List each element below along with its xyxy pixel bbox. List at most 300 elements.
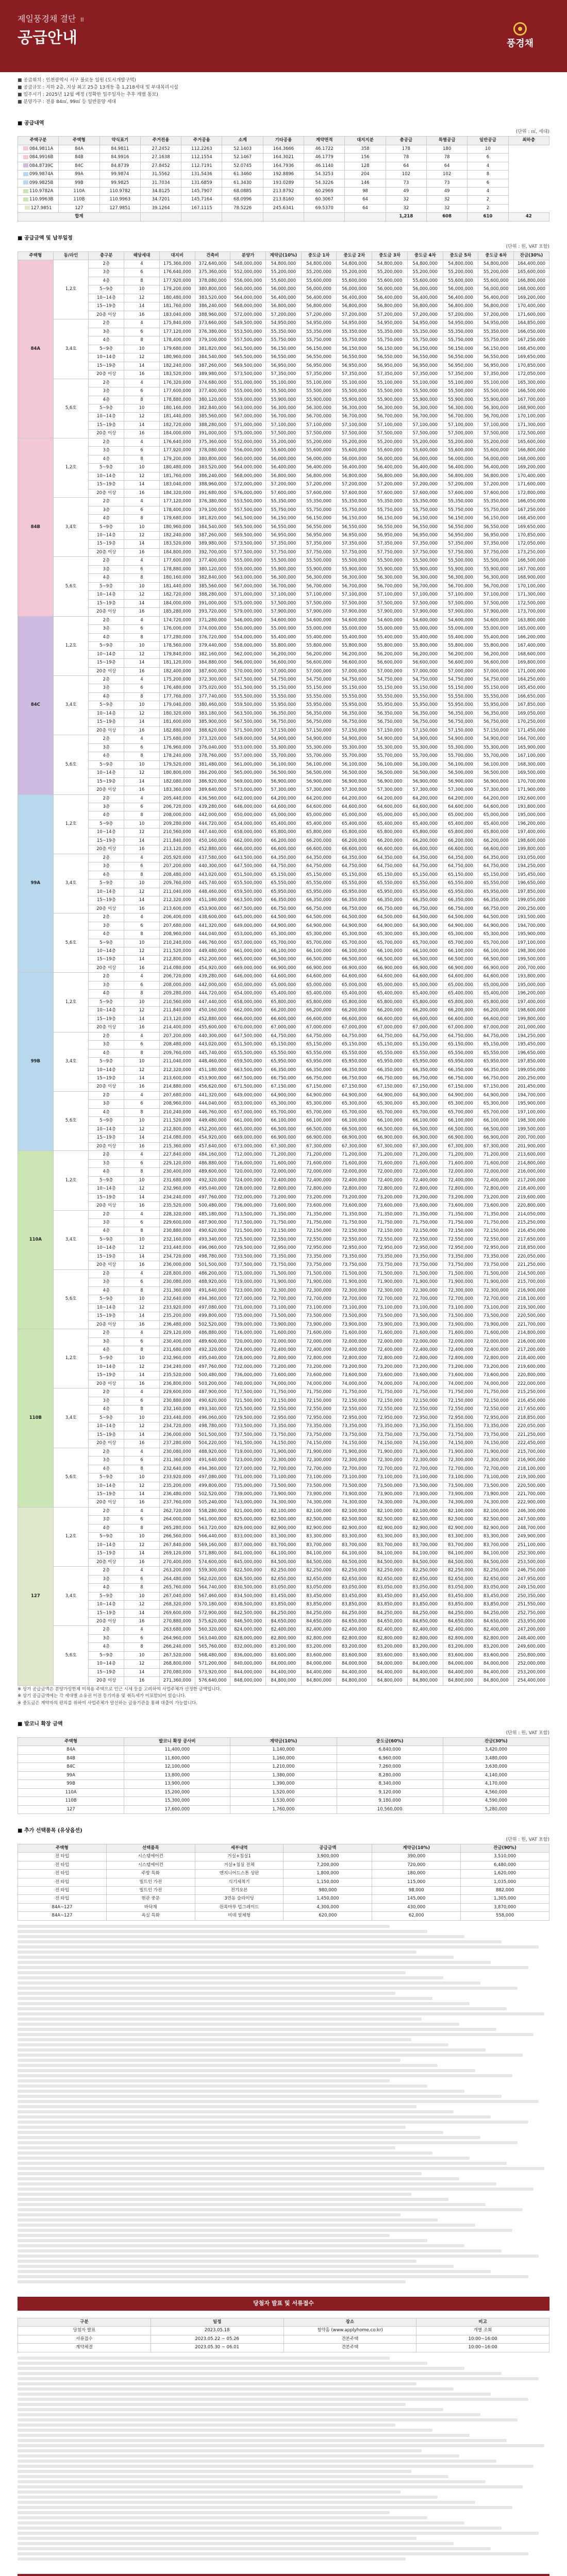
table-cell: 264,000,000 — [159, 1516, 195, 1524]
table-row — [18, 879, 549, 888]
table-cell: 55,200,000 — [478, 438, 514, 446]
table-cell: 55,700,000 — [301, 752, 337, 760]
table-cell: 73,750,000 — [372, 1431, 408, 1439]
table-cell: 65,950,000 — [266, 1058, 302, 1066]
table-row — [18, 421, 549, 429]
table-cell: 7,260,000 — [337, 1763, 443, 1771]
table-cell: 73,600,000 — [443, 1371, 478, 1380]
table-cell: 56,750,000 — [478, 718, 514, 726]
table-cell: 3연동 슬라이딩 — [195, 1895, 284, 1903]
table-cell: 66,900,000 — [372, 1134, 408, 1142]
table-cell: 4층 — [89, 515, 124, 523]
column-header: 층구분 — [89, 251, 124, 260]
table-cell: 1,380,000 — [230, 1771, 337, 1780]
table-cell: 445,740,000 — [195, 879, 230, 888]
table-cell: 83,450,000 — [372, 1592, 408, 1600]
table-cell: 252,300,000 — [514, 1550, 549, 1558]
table-cell: 665,000,000 — [230, 956, 266, 964]
table-cell: 57,500,000 — [443, 599, 478, 607]
table-cell: 82,900,000 — [407, 1524, 443, 1532]
table-cell: 55,800,000 — [337, 642, 372, 650]
table-cell: 180 — [426, 145, 467, 153]
table-row — [18, 1252, 549, 1261]
table-cell: 6 — [124, 1337, 160, 1346]
table-cell: 55,150,000 — [372, 684, 408, 692]
table-cell: 567,460,000 — [195, 1592, 230, 1600]
table-cell: 65,950,000 — [301, 888, 337, 896]
table-cell: 236,480,000 — [159, 1320, 195, 1329]
table-row — [18, 1912, 549, 1920]
table-cell: 57,200,000 — [478, 481, 514, 489]
table-cell: 71,350,000 — [443, 1210, 478, 1218]
table-cell: 83,300,000 — [266, 1533, 302, 1541]
table-row — [18, 1346, 549, 1354]
table-row — [18, 1049, 549, 1057]
table-cell: 84,800,000 — [266, 1677, 302, 1685]
table-cell: 55,350,000 — [337, 498, 372, 506]
table-cell: 57,100,000 — [301, 591, 337, 599]
table-cell: 72,150,000 — [407, 1227, 443, 1235]
text-line-placeholder — [18, 1971, 406, 1974]
table-cell: 3,420,000 — [443, 1746, 549, 1754]
table-cell: 5~9층 — [89, 939, 124, 947]
table-cell: 725,500,000 — [230, 1405, 266, 1414]
table-row — [18, 1499, 549, 1507]
table-cell: 3층 — [89, 1397, 124, 1405]
table-cell: 2층 — [89, 794, 124, 803]
table-cell: 497,080,000 — [195, 1303, 230, 1312]
table-cell: 10,560,000 — [337, 1805, 443, 1814]
schedule-table — [18, 2318, 549, 2352]
text-line-placeholder — [18, 2506, 512, 2509]
table-cell: 661,000,000 — [230, 947, 266, 955]
table-cell: 66,100,000 — [407, 947, 443, 955]
table-cell: 732,000,000 — [230, 1363, 266, 1371]
table-cell: 382,160,000 — [195, 650, 230, 658]
text-line-placeholder — [18, 2434, 470, 2437]
column-header: 주거공용 — [181, 137, 222, 145]
table-cell: 175,360,000 — [159, 260, 195, 268]
table-cell: 171,300,000 — [514, 421, 549, 429]
table-cell: 6 — [124, 328, 160, 336]
table-row — [18, 990, 549, 998]
table-cell: 252,750,000 — [514, 1609, 549, 1617]
table-cell: 56,300,000 — [407, 574, 443, 582]
table-cell: 5~9층 — [89, 1473, 124, 1482]
table-cell: 659,500,000 — [230, 888, 266, 896]
table-cell: 83,850,000 — [478, 1601, 514, 1609]
table-cell: 56,100,000 — [443, 760, 478, 769]
table-row — [18, 523, 549, 531]
table-cell: 571,000,000 — [230, 591, 266, 599]
table-cell: 3,4호 — [53, 1032, 89, 1091]
table-cell: 67,300,000 — [301, 1142, 337, 1150]
table-cell: 66,100,000 — [443, 1117, 478, 1125]
table-cell: 492,320,000 — [195, 1176, 230, 1184]
table-cell: 66,900,000 — [407, 964, 443, 972]
table-cell: 836,000,000 — [230, 1651, 266, 1659]
table-cell: 215,250,000 — [514, 1388, 549, 1397]
table-cell: 12 — [124, 1125, 160, 1133]
table-cell: 84,800,000 — [337, 1677, 372, 1685]
table-cell: 83,050,000 — [478, 1584, 514, 1592]
table-cell: 209,760,000 — [159, 1049, 195, 1057]
table-cell: 560,000,000 — [230, 285, 266, 294]
table-cell: 56,700,000 — [443, 413, 478, 421]
table-row — [18, 1668, 549, 1676]
table-cell: 82,900,000 — [301, 1524, 337, 1532]
text-line-placeholder — [18, 2074, 512, 2077]
table-cell: 72,150,000 — [443, 1397, 478, 1405]
table-cell: 10:00~16:00 — [416, 2335, 549, 2343]
table-cell: 71,750,000 — [301, 1218, 337, 1227]
text-line-placeholder — [18, 2234, 390, 2237]
table-cell: 71,350,000 — [266, 1210, 302, 1218]
table-cell: 4 — [124, 557, 160, 565]
column-header: 중도금 1차 — [301, 251, 337, 260]
table-cell: 214,800,000 — [514, 1329, 549, 1337]
table-cell: 66,750,000 — [443, 905, 478, 913]
table-cell: 57,600,000 — [372, 489, 408, 497]
table-cell: 57,350,000 — [372, 540, 408, 548]
table-cell: 495,040,000 — [195, 1354, 230, 1363]
table-row — [18, 1439, 549, 1448]
table-cell: 99A — [59, 171, 99, 179]
table-cell — [345, 213, 386, 221]
table-cell: 571,200,000 — [195, 1660, 230, 1668]
table-cell: 230,880,000 — [159, 1397, 195, 1405]
table-cell: 666,000,000 — [230, 1015, 266, 1023]
table-cell: 72,400,000 — [407, 1176, 443, 1184]
table-cell: 6 — [124, 447, 160, 455]
table-cell: 265,280,000 — [159, 1524, 195, 1532]
table-cell: 66,500,000 — [372, 1125, 408, 1133]
table-cell: 65,000,000 — [266, 981, 302, 989]
table-cell: 65,800,000 — [337, 998, 372, 1006]
table-cell: 372,300,000 — [195, 675, 230, 684]
table-cell: 71,600,000 — [337, 1329, 372, 1337]
table-cell: 15~19층 — [89, 777, 124, 786]
table-cell: 71,600,000 — [478, 1159, 514, 1167]
table-cell: 211,520,000 — [159, 947, 195, 955]
table-cell: 55,150,000 — [478, 684, 514, 692]
table-cell: 167,250,000 — [514, 336, 549, 345]
table-cell: 15~19층 — [89, 481, 124, 489]
table-cell: 173,250,000 — [514, 548, 549, 556]
table-cell: 57,500,000 — [443, 430, 478, 438]
table-row — [18, 1516, 549, 1524]
table-cell: 567,500,000 — [230, 718, 266, 726]
table-cell: 64,600,000 — [478, 973, 514, 981]
table-cell: 71,600,000 — [301, 1159, 337, 1167]
table-cell: 82,250,000 — [266, 1567, 302, 1575]
column-header: 중도금(60%) — [337, 1737, 443, 1745]
table-cell: 56,700,000 — [372, 582, 408, 590]
table-cell: 55,500,000 — [301, 557, 337, 565]
table-cell: 193,050,000 — [514, 854, 549, 862]
table-cell: 377,400,000 — [195, 387, 230, 396]
table-cell: 73,100,000 — [443, 1473, 478, 1482]
table-row — [18, 489, 549, 497]
table-cell: 71,600,000 — [266, 1159, 302, 1167]
table-cell: 55,900,000 — [337, 396, 372, 404]
table-cell: 20층 이상 — [89, 667, 124, 675]
table-cell: 57,900,000 — [266, 608, 302, 616]
table-row — [18, 1771, 549, 1780]
table-cell: 56,350,000 — [266, 709, 302, 718]
table-cell: 72,800,000 — [337, 1354, 372, 1363]
table-cell: 486,880,000 — [195, 1329, 230, 1337]
table-cell: 64,750,000 — [337, 1032, 372, 1040]
table-cell: 3,510,000 — [461, 1853, 549, 1861]
table-row — [18, 396, 549, 404]
table-cell: 15~19층 — [89, 1075, 124, 1083]
table-cell: 3층 — [89, 1159, 124, 1167]
table-cell: 3층 — [89, 387, 124, 396]
table-cell: 64,750,000 — [266, 862, 302, 871]
table-cell: 55,200,000 — [301, 268, 337, 277]
table-cell: 13,900,000 — [124, 1780, 230, 1788]
table-cell: 84,650,000 — [443, 1618, 478, 1626]
table-cell: 66,200,000 — [407, 837, 443, 845]
table-cell: 65,000,000 — [443, 811, 478, 820]
table-cell: 56,950,000 — [478, 362, 514, 370]
table-cell: 2층 — [89, 438, 124, 446]
table-cell: 2층 — [89, 1388, 124, 1397]
table-cell: 73,350,000 — [443, 1252, 478, 1261]
table-cell: 65,000,000 — [301, 811, 337, 820]
table-cell: 233,920,000 — [159, 1303, 195, 1312]
table-cell: 73,500,000 — [372, 1482, 408, 1490]
table-cell: 164.3666 — [263, 145, 304, 153]
table-cell: 56,100,000 — [407, 760, 443, 769]
table-cell: 73,200,000 — [266, 1193, 302, 1201]
table-cell: 73,900,000 — [478, 1320, 514, 1329]
table-cell: 56,150,000 — [301, 515, 337, 523]
table-cell: 84.9811 — [99, 145, 140, 153]
table-cell: 66,350,000 — [266, 1066, 302, 1074]
table-cell: 084.9916B — [18, 154, 59, 162]
table-cell: 493,340,000 — [195, 1405, 230, 1414]
table-cell: 55,900,000 — [301, 396, 337, 404]
table-cell: 65,300,000 — [266, 1100, 302, 1108]
table-cell: 377,740,000 — [195, 692, 230, 701]
table-cell: 213,600,000 — [514, 1151, 549, 1159]
table-cell: 66,750,000 — [443, 1075, 478, 1083]
table-cell: 55,750,000 — [372, 336, 408, 345]
table-cell: 54,900,000 — [443, 735, 478, 743]
table-cell: 195,000,000 — [514, 981, 549, 989]
table-cell: 196,200,000 — [514, 990, 549, 998]
table-cell: 56,150,000 — [337, 345, 372, 353]
table-cell: 197,850,000 — [514, 888, 549, 896]
table-cell: 74,000,000 — [407, 1380, 443, 1388]
table-cell: 3층 — [89, 862, 124, 871]
table-cell: 646,000,000 — [230, 803, 266, 811]
table-cell: 14 — [124, 362, 160, 370]
table-cell: 4층 — [89, 871, 124, 879]
table-cell: 218,400,000 — [514, 1354, 549, 1363]
table-cell: 194,250,000 — [514, 862, 549, 871]
price-notes — [18, 1687, 549, 1706]
table-cell: 3,4호 — [53, 498, 89, 557]
table-cell: 437,580,000 — [195, 854, 230, 862]
table-cell: 195,900,000 — [514, 930, 549, 939]
table-cell: 16 — [124, 905, 160, 913]
text-line-placeholder — [18, 2403, 406, 2406]
table-cell: 719,000,000 — [230, 1278, 266, 1286]
table-cell: 57,000,000 — [407, 667, 443, 675]
table-cell: 198,300,000 — [514, 947, 549, 955]
table-cell: 54,950,000 — [407, 319, 443, 328]
table-cell: 65,700,000 — [301, 1108, 337, 1116]
table-cell: 650,000,000 — [230, 811, 266, 820]
table-row — [18, 837, 549, 845]
table-cell: 380,120,000 — [195, 396, 230, 404]
table-cell: 55,800,000 — [407, 642, 443, 650]
table-cell: 57,600,000 — [301, 489, 337, 497]
table-cell: 84,000,000 — [478, 1660, 514, 1668]
table-row — [18, 608, 549, 616]
table-cell: 66,900,000 — [301, 964, 337, 972]
table-cell: 145.7164 — [181, 196, 222, 204]
table-cell: 445,740,000 — [195, 1049, 230, 1057]
table-cell: 55,600,000 — [372, 277, 408, 285]
table-cell: 55,750,000 — [266, 336, 302, 345]
table-cell: 1,760,000 — [230, 1805, 337, 1814]
table-cell: 67,000,000 — [372, 1024, 408, 1032]
table-cell: 552,000,000 — [230, 268, 266, 277]
text-line-placeholder — [18, 2090, 464, 2093]
table-cell: 66,500,000 — [301, 1125, 337, 1133]
table-cell: 7,200,000 — [284, 1861, 372, 1869]
table-row — [18, 625, 549, 633]
table-cell: 73,600,000 — [372, 1371, 408, 1380]
table-cell: 67,150,000 — [301, 1083, 337, 1091]
table-row — [18, 319, 549, 328]
table-cell: 72,700,000 — [301, 1465, 337, 1473]
table-cell: 욕실 특화 — [106, 1912, 195, 1920]
table-cell: 10~14층 — [89, 1363, 124, 1371]
table-cell: 4층 — [89, 1286, 124, 1295]
table-cell: 499,800,000 — [195, 1312, 230, 1320]
table-cell: 73,350,000 — [443, 1422, 478, 1431]
text-line-placeholder — [18, 1956, 454, 1959]
table-cell: 570,180,000 — [195, 1601, 230, 1609]
table-cell: 55,200,000 — [372, 438, 408, 446]
table-cell: 66,200,000 — [443, 837, 478, 845]
table-cell: 84A — [18, 1746, 124, 1754]
table-cell: 208,960,000 — [159, 930, 195, 939]
table-cell: 165,000,000 — [514, 625, 549, 633]
table-cell: 231,360,000 — [159, 1286, 195, 1295]
table-row — [18, 659, 549, 667]
table-row — [18, 1422, 549, 1431]
table-cell: 55,600,000 — [478, 447, 514, 455]
table-cell: 56,950,000 — [407, 362, 443, 370]
table-cell: 73,750,000 — [478, 1261, 514, 1269]
table-cell: 230,880,000 — [159, 1227, 195, 1235]
table-cell: 179,840,000 — [159, 650, 195, 658]
table-cell: 82,800,000 — [478, 1634, 514, 1642]
table-cell: 375,360,000 — [195, 268, 230, 277]
table-cell: 56,150,000 — [407, 515, 443, 523]
table-cell: 64,750,000 — [337, 862, 372, 871]
table-row — [18, 285, 549, 294]
table-cell: 213,120,000 — [159, 1015, 195, 1023]
table-cell: 10 — [124, 523, 160, 531]
table-cell: 66,500,000 — [443, 956, 478, 964]
table-cell: 55,750,000 — [478, 506, 514, 514]
text-line-placeholder — [18, 2033, 533, 2036]
table-cell: 4층 — [89, 574, 124, 582]
table-cell: 2층 — [89, 557, 124, 565]
table-cell: 723,000,000 — [230, 1456, 266, 1465]
table-cell: 5~9층 — [89, 879, 124, 888]
table-cell: 55,500,000 — [266, 557, 302, 565]
table-cell: 73,900,000 — [301, 1320, 337, 1329]
table-cell: 66,350,000 — [443, 1066, 478, 1074]
table-cell: 57,500,000 — [337, 430, 372, 438]
table-cell: 17,600,000 — [124, 1805, 230, 1814]
table-cell: 376,380,000 — [195, 498, 230, 506]
table-cell: 64,600,000 — [337, 973, 372, 981]
table-cell: 230,080,000 — [159, 1278, 195, 1286]
table-cell: 166,500,000 — [514, 557, 549, 565]
table-cell: 16 — [124, 1499, 160, 1507]
option-unit: (단위 : 원, VAT 포함) — [506, 1837, 549, 1842]
table-cell: 184,320,000 — [159, 489, 195, 497]
table-row — [18, 591, 549, 599]
table-cell: 5~9층 — [89, 523, 124, 531]
table-row — [18, 1414, 549, 1422]
table-cell: 663,500,000 — [230, 896, 266, 905]
table-cell: 180,960,000 — [159, 523, 195, 531]
table-cell: 66,200,000 — [337, 837, 372, 845]
table-cell: 5~9층 — [89, 820, 124, 828]
table-cell: 213,600,000 — [159, 1075, 195, 1083]
table-cell: 828,000,000 — [230, 1634, 266, 1642]
table-cell: 4층 — [89, 277, 124, 285]
table-cell: 55,700,000 — [266, 752, 302, 760]
table-cell: 550,000,000 — [230, 625, 266, 633]
table-cell: 71,900,000 — [301, 1448, 337, 1456]
table-cell: 전기오븐 — [195, 1887, 284, 1895]
table-cell: 64,200,000 — [337, 794, 372, 803]
table-cell: 670,000,000 — [230, 1024, 266, 1032]
table-cell: 64,600,000 — [443, 973, 478, 981]
table-cell: 72,400,000 — [478, 1176, 514, 1184]
table-cell: 384,880,000 — [195, 659, 230, 667]
table-cell: 57,000,000 — [443, 667, 478, 675]
table-cell: 848,000,000 — [230, 1677, 266, 1685]
table-cell: 727,000,000 — [230, 1465, 266, 1473]
table-cell: 5,6호 — [53, 379, 89, 438]
table-cell: 444,720,000 — [195, 990, 230, 998]
table-cell: 64,900,000 — [478, 1091, 514, 1099]
table-cell: 73,600,000 — [301, 1371, 337, 1380]
table-cell: 55,350,000 — [337, 328, 372, 336]
table-cell: 73,600,000 — [478, 1202, 514, 1210]
table-cell: 505,240,000 — [195, 1499, 230, 1507]
table-cell: 56,200,000 — [266, 650, 302, 658]
table-cell: 721,500,000 — [230, 1397, 266, 1405]
table-cell: 73,100,000 — [443, 1303, 478, 1312]
table-cell: 216,900,000 — [514, 1456, 549, 1465]
table-cell: 66,600,000 — [372, 1015, 408, 1023]
table-cell: 56,550,000 — [301, 353, 337, 362]
table-cell: 72,550,000 — [407, 1405, 443, 1414]
